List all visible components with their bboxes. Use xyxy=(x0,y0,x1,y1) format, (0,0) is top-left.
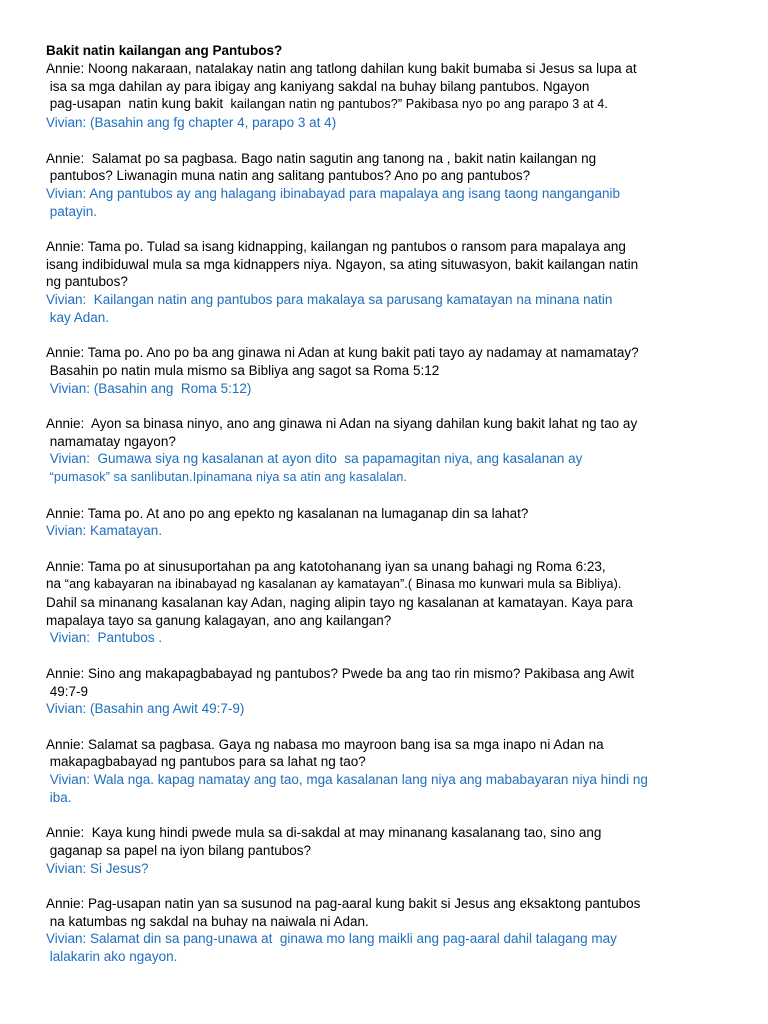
line-text: na katumbas ng sakdal na buhay na naiwala ni Adan. xyxy=(46,913,369,929)
vivian-line xyxy=(46,380,728,398)
paragraph-gap xyxy=(46,132,728,150)
paragraph-gap xyxy=(46,220,728,238)
line-text: Vivian: Kamatayan. xyxy=(46,523,163,539)
line-text: mapalaya tayo sa ganung kalagayan, ano ang kailangan? xyxy=(46,612,392,628)
annie-line xyxy=(46,594,728,612)
paragraph-gap xyxy=(46,540,728,558)
paragraph-gap xyxy=(46,327,728,345)
line-text: Annie: Pag-usapan natin yan sa susunod na pag-aaral kung bakit si Jesus ang eksaktong pantubos xyxy=(46,895,641,911)
vivian-line xyxy=(46,309,728,327)
line-text: isa sa mga dahilan ay para ibigay ang kaniyang sakdal na buhay bilang pantubos. Ngayon xyxy=(46,78,590,94)
line-text: gaganap sa papel na iyon bilang pantubos? xyxy=(46,842,311,858)
line-text: 49:7-9 xyxy=(46,683,89,699)
line-text: Annie: Sino ang makapagbabayad ng pantubos? Pwede ba ang tao rin mismo? Pakibasa ang Awit xyxy=(46,665,635,681)
vivian-line xyxy=(46,771,728,789)
line-text: lalakarin ako ngayon. xyxy=(46,949,178,964)
annie-line xyxy=(46,895,728,913)
line-text: patayin. xyxy=(46,203,98,219)
annie-line xyxy=(46,505,728,523)
line-text: pag-usapan natin kung bakit xyxy=(46,96,227,112)
line-text: pantubos? Liwanagin muna natin ang salitang pantubos? Ano po ang pantubos? xyxy=(46,168,531,184)
line-text: Vivian: (Basahin ang fg chapter 4, parapo 3 at 4) xyxy=(46,115,337,131)
line-text: Vivian: Salamat din sa pang-unawa at ginawa mo lang maikli ang pag-aaral dahil talagang may xyxy=(46,931,617,947)
annie-line xyxy=(46,753,728,771)
annie-line xyxy=(46,575,728,594)
annie-line xyxy=(46,273,728,291)
annie-line xyxy=(46,60,728,78)
line-text: Vivian: (Basahin ang Roma 5:12) xyxy=(46,380,252,396)
dialogue-body xyxy=(46,60,728,966)
vivian-line xyxy=(46,185,728,203)
line-text: Vivian: Kailangan natin ang pantubos para makalaya sa parusang kamatayan na minana natin xyxy=(46,292,613,308)
line-text: na xyxy=(46,576,65,592)
line-text: Basahin po natin mula mismo sa Bibliya ang sagot sa Roma 5:12 xyxy=(46,362,440,378)
line-text: Vivian: Pantubos . xyxy=(46,630,163,646)
annie-line xyxy=(46,683,728,701)
paragraph-gap xyxy=(46,718,728,736)
line-text: Annie: Tama po. At ano po ang epekto ng kasalanan na lumaganap din sa lahat? xyxy=(46,505,529,521)
line-text: Vivian: Si Jesus? xyxy=(46,860,149,876)
line-text: kay Adan. xyxy=(46,309,110,325)
line-text: Dahil sa minanang kasalanan kay Adan, naging alipin tayo ng kasalanan at kamatayan. Kaya para xyxy=(46,595,633,610)
annie-line xyxy=(46,167,728,185)
line-text: isang indibiduwal mula sa mga kidnappers niya. Ngayon, sa ating situwasyon, bakit kailangan natin xyxy=(46,256,639,272)
line-text: Vivian: Gumawa siya ng kasalanan at ayon dito sa papamagitan niya, ang kasalanan ay xyxy=(46,451,583,467)
line-text: Vivian: Wala nga. kapag namatay ang tao, mga kasalanan lang niya ang mababayaran niya hindi ng xyxy=(46,772,648,787)
annie-line xyxy=(46,150,728,168)
annie-line xyxy=(46,842,728,860)
annie-line xyxy=(46,415,728,433)
vivian-line xyxy=(46,948,728,966)
paragraph-gap xyxy=(46,487,728,505)
vivian-line xyxy=(46,789,728,807)
vivian-line xyxy=(46,629,728,647)
line-text: “pumasok” sa sanlibutan.Ipinamana niya sa atin ang kasalalan. xyxy=(46,470,408,485)
paragraph-gap xyxy=(46,397,728,415)
vivian-line xyxy=(46,700,728,718)
annie-line xyxy=(46,665,728,683)
annie-line xyxy=(46,824,728,842)
line-text: Vivian: (Basahin ang Awit 49:7-9) xyxy=(46,701,245,717)
line-text: Annie: Tama po at sinusuportahan pa ang katotohanang iyan sa unang bahagi ng Roma 6:23, xyxy=(46,558,606,574)
annie-line xyxy=(46,612,728,630)
line-text: ng pantubos? xyxy=(46,274,128,290)
line-text: Annie: Ayon sa binasa ninyo, ano ang ginawa ni Adan na siyang dahilan kung bakit lahat ng tao ay xyxy=(46,416,638,431)
vivian-line xyxy=(46,291,728,309)
vivian-line xyxy=(46,930,728,948)
annie-line xyxy=(46,344,728,362)
paragraph-gap xyxy=(46,806,728,824)
line-text: Vivian: Ang pantubos ay ang halagang ibinabayad para mapalaya ang isang taong nanganganib xyxy=(46,185,620,201)
vivian-line xyxy=(46,114,728,132)
line-text-alt: kailangan natin ng pantubos?” Pakibasa nyo po ang parapo 3 at 4. xyxy=(226,97,608,112)
annie-line xyxy=(46,256,728,274)
annie-line xyxy=(46,95,728,114)
vivian-line xyxy=(46,860,728,878)
document-title: Bakit natin kailangan ang Pantubos? xyxy=(46,43,283,58)
annie-line xyxy=(46,913,728,931)
line-text: Annie: Noong nakaraan, natalakay natin ang tatlong dahilan kung bakit bumaba si Jesus sa lupa at xyxy=(46,61,637,76)
annie-line xyxy=(46,78,728,96)
vivian-line xyxy=(46,203,728,221)
vivian-line xyxy=(46,450,728,468)
line-text: namamatay ngayon? xyxy=(46,433,176,449)
paragraph-gap xyxy=(46,647,728,665)
annie-line xyxy=(46,558,728,576)
annie-line xyxy=(46,736,728,754)
line-text: Annie: Tama po. Tulad sa isang kidnapping, kailangan ng pantubos o ransom para mapalaya ang xyxy=(46,239,626,254)
line-text-alt: “ang kabayaran na ibinabayad ng kasalanan ay kamatayan”.( Binasa mo kunwari mula sa Bibliya). xyxy=(64,577,622,592)
line-text: Annie: Kaya kung hindi pwede mula sa di-sakdal at may minanang kasalanang tao, sino ang xyxy=(46,825,602,841)
annie-line xyxy=(46,433,728,451)
line-text: makapagbabayad ng pantubos para sa lahat ng tao? xyxy=(46,754,366,770)
annie-line xyxy=(46,362,728,380)
paragraph-gap xyxy=(46,877,728,895)
line-text: Annie: Salamat sa pagbasa. Gaya ng nabasa mo mayroon bang isa sa mga inapo ni Adan na xyxy=(46,736,604,752)
line-text: iba. xyxy=(46,789,72,805)
annie-line xyxy=(46,238,728,256)
line-text: Annie: Salamat po sa pagbasa. Bago natin sagutin ang tanong na , bakit natin kailangan ng xyxy=(46,150,597,166)
line-text: Annie: Tama po. Ano po ba ang ginawa ni Adan at kung bakit pati tayo ay nadamay at namamatay? xyxy=(46,345,639,361)
vivian-line xyxy=(46,522,728,540)
vivian-line xyxy=(46,468,728,487)
